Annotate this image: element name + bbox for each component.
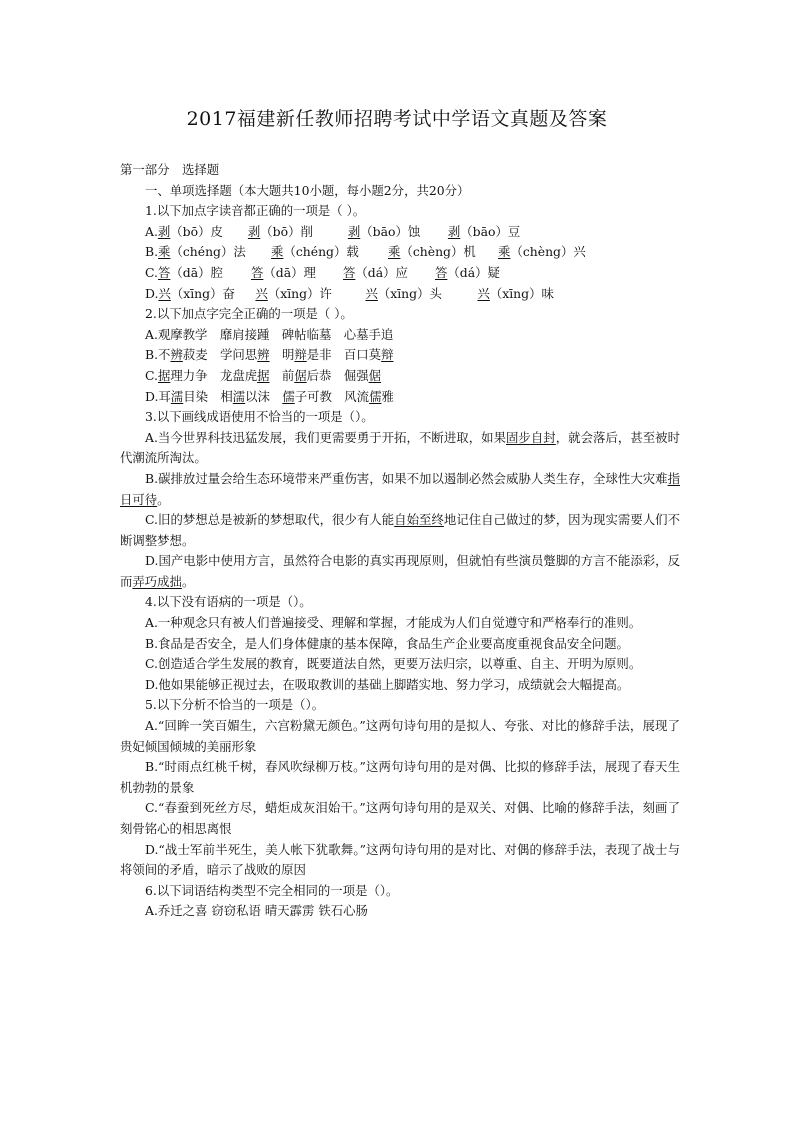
q4-option-c: C.创造适合学生发展的教育，既要道法自然，更要万法归宗，以尊重、自主、开明为原则。	[145, 656, 642, 672]
q3-stem: 3.以下画线成语使用不恰当的一项是（）。	[145, 409, 374, 425]
q3-option-a: A.当今世界科技迅猛发展，我们更需要勇于开拓，不断进取，如果固步自封，就会落后，甚至被时代潮流所淘汰。	[120, 429, 681, 466]
q1-option-d: D.兴（xīng）奋 兴（xīng）许 兴（xīng）头 兴（xīng）味	[145, 285, 554, 301]
q5-stem: 5.以下分析不恰当的一项是（）。	[145, 697, 325, 713]
q4-option-a: A.一种观念只有被人们普遍接受、理解和掌握，才能成为人们自觉遵守和严格奉行的准则。	[145, 615, 642, 631]
q4-option-d: D.他如果能够正视过去，在吸取教训的基础上脚踏实地、努力学习，成绩就会大幅提高。	[145, 676, 630, 692]
q5-option-a: A.“回眸一笑百媚生，六宫粉黛无颜色。”这两句诗句用的是拟人、夸张、对比的修辞手法，展现了贵妃倾国倾城的美丽形象	[120, 718, 680, 754]
q2-option-b: B.不辨菽麦 学问思辨 明辩是非 百口莫辩	[145, 347, 394, 363]
q6-stem: 6.以下词语结构类型不完全相同的一项是（）。	[145, 882, 399, 898]
q4-option-b: B.食品是否安全，是人们身体健康的基本保障，食品生产企业要高度重视食品安全问题。	[145, 635, 629, 651]
q2-option-d: D.耳濡目染 相濡以沫 儒子可教 风流儒雅	[145, 388, 394, 404]
q3-option-d: D.国产电影中使用方言，虽然符合电影的真实再现原则，但就怕有些演员蹩脚的方言不能添彩，反而弄巧成拙。	[120, 553, 680, 589]
q5-option-c: C.“春蚕到死丝方尽，蜡炬成灰泪始干。”这两句诗句用的是双关、对偶、比喻的修辞手法，刻画了刻骨铭心的相思离恨	[120, 800, 680, 836]
q1-option-a: A.剥（bō）皮 剥（bō）削 剥（bāo）蚀 剥（bāo）豆	[145, 223, 521, 239]
q1-stem: 1.以下加点字读音都正确的一项是（ ）。	[145, 203, 366, 219]
q1-option-b: B.乘（chéng）法 乘（chéng）载 乘（chèng）机 乘（chèng）兴	[145, 244, 586, 260]
document-title: 2017福建新任教师招聘考试中学语文真题及答案	[186, 108, 608, 130]
q3-option-b: B.碳排放过量会给生态环境带来严重伤害，如果不加以遏制必然会威胁人类生存，全球性大灾难指日可待。	[120, 470, 680, 507]
q6-option-a: A.乔迁之喜 窃窃私语 晴天霹雳 铁石心肠	[145, 903, 368, 919]
q5-option-b: B.“时雨点红桃千树，春风吹绿柳万枝。”这两句诗句用的是对偶、比拟的修辞手法，展现了春天生机勃勃的景象	[120, 759, 680, 795]
q3-option-c: C.旧的梦想总是被新的梦想取代，很少有人能自始至终地记住自己做过的梦，因为现实需要人们不断调整梦想。	[120, 512, 681, 548]
part-heading: 一、单项选择题（本大题共10小题，每小题2分，共20分）	[145, 182, 470, 198]
q1-option-c: C.答（dā）腔 答（dā）理 答（dá）应 答（dá）疑	[145, 264, 500, 280]
q4-stem: 4.以下没有语病的一项是（）。	[145, 594, 312, 610]
q5-option-d: D.“战士军前半死生，美人帐下犹歌舞。”这两句诗句用的是对比、对偶的修辞手法，表现了战士与将领间的矛盾，暗示了战败的原因	[120, 841, 680, 878]
exam-content	[120, 160, 680, 922]
q2-stem: 2.以下加点字完全正确的一项是（ ）。	[145, 306, 353, 322]
section-title: 第一部分 选择题	[120, 162, 220, 177]
q2-option-c: C.据理力争 龙盘虎据 前倨后恭 倔强倨	[145, 367, 382, 383]
q2-option-a: A.观摩教学 靡肩接踵 碑帖临墓 心墓手追	[145, 326, 394, 342]
